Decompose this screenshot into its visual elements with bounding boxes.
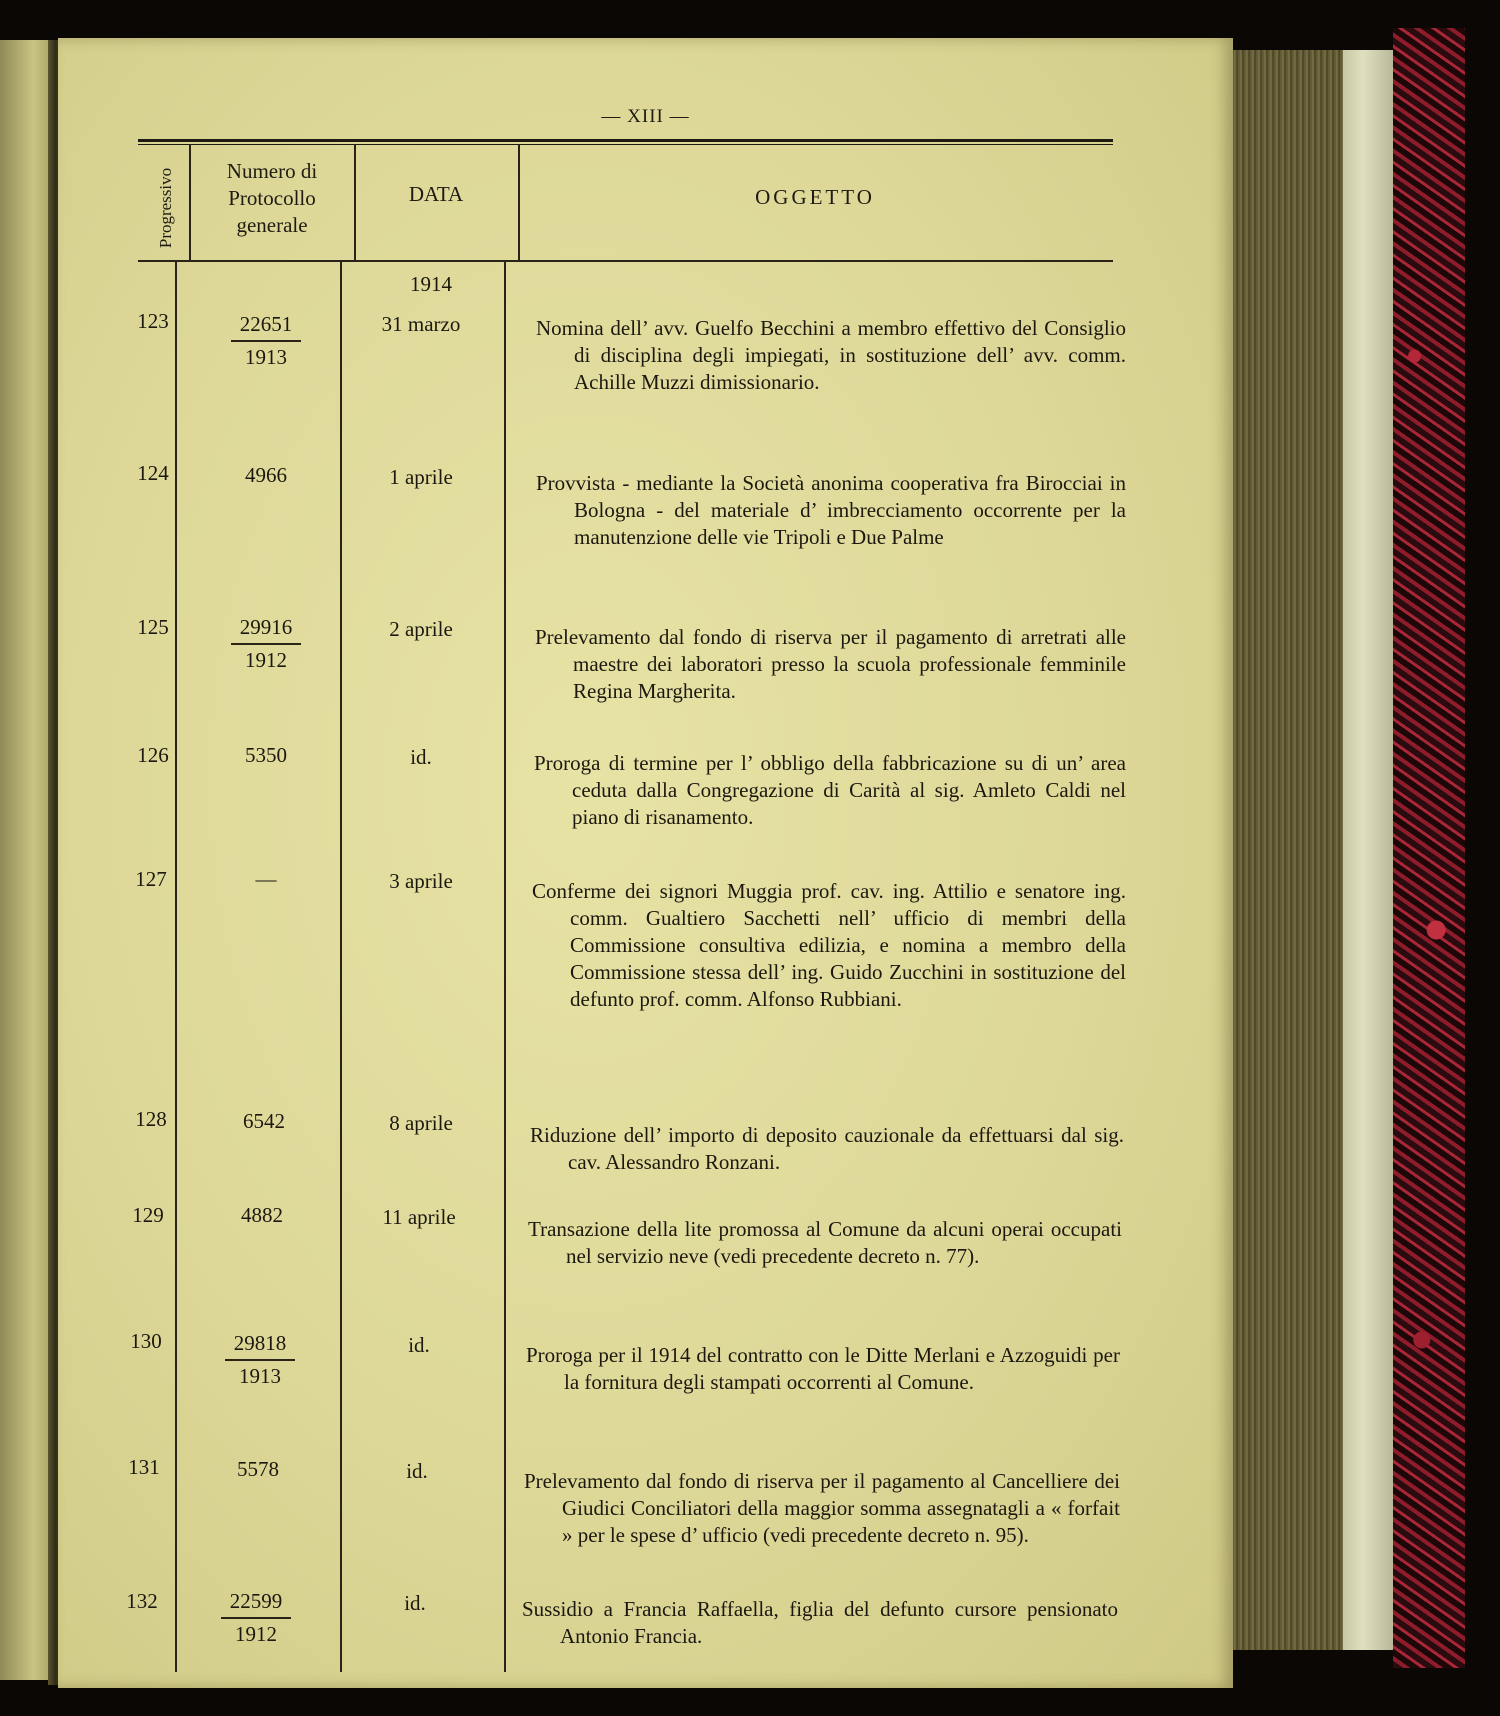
row-oggetto: Conferme dei signori Muggia prof. cav. ing. Attilio e senatore ing. comm. Gualtiero Sacchetti nell’ ufficio di membri della Commissione consultiva edilizia, e nomina a membro della Commissione stessa dell’ ing. Guido Zucchini in sostituzione del defunto prof. comm. Alfonso Rubbiani. xyxy=(532,879,1126,1011)
table-header-rule xyxy=(138,260,1113,262)
row-oggetto: Provvista - mediante la Società anonima cooperativa fra Birocciai in Bologna - del materiale d’ imbrecciamento occorrente per la manutenzione delle vie Tripoli e Due Palme xyxy=(536,471,1126,549)
row-data: id. xyxy=(404,1591,426,1615)
row-protocollo: 5578 xyxy=(237,1457,279,1481)
row-data: 11 aprile xyxy=(382,1205,456,1229)
book-cover xyxy=(1393,28,1465,1668)
row-oggetto: Prelevamento dal fondo di riserva per il pagamento di arretrati alle maestre dei laboratori presso la scuola professionale femminile Regina Margherita. xyxy=(535,625,1126,703)
row-protocollo: 29916 1912 xyxy=(216,614,316,674)
row-prog: 124 xyxy=(137,461,169,485)
header-progressivo: Progressivo xyxy=(156,167,175,249)
row-prog: 126 xyxy=(137,743,169,767)
header-oggetto: OGGETTO xyxy=(755,185,875,209)
page-block-edge-light xyxy=(1343,50,1393,1650)
row-prog: 123 xyxy=(137,309,169,333)
row-protocollo: — xyxy=(255,867,277,891)
document-page xyxy=(58,38,1233,1688)
row-prog: 125 xyxy=(137,615,169,639)
row-data: 1 aprile xyxy=(389,465,453,489)
header-protocollo: Numero di Protocollo generale xyxy=(226,159,318,237)
row-prog: 127 xyxy=(135,867,167,891)
row-prog: 130 xyxy=(130,1329,162,1353)
col-divider-header-1 xyxy=(189,144,191,261)
row-data: id. xyxy=(408,1333,430,1357)
row-data: 31 marzo xyxy=(381,312,461,336)
row-prog: 132 xyxy=(126,1589,158,1613)
row-oggetto: Nomina dell’ avv. Guelfo Becchini a membro effettivo del Consiglio di disciplina degli impiegati, in sostituzione dell’ avv. comm. Achille Muzzi dimissionario. xyxy=(536,316,1126,394)
year-label: 1914 xyxy=(410,272,452,296)
row-protocollo: 22599 1912 xyxy=(206,1588,306,1648)
header-data: DATA xyxy=(408,182,464,206)
col-divider-3 xyxy=(504,262,506,1672)
row-oggetto: Proroga per il 1914 del contratto con le Ditte Merlani e Azzoguidi per la fornitura degli stampati occorrenti al Comune. xyxy=(526,1343,1120,1394)
row-protocollo: 29818 1913 xyxy=(210,1330,310,1390)
row-oggetto: Proroga di termine per l’ obbligo della fabbricazione su di un’ area ceduta dalla Congregazione di Carità al sig. Amleto Caldi nel piano di risanamento. xyxy=(534,751,1126,829)
row-data: id. xyxy=(406,1459,428,1483)
row-prog: 131 xyxy=(128,1455,160,1479)
row-oggetto: Prelevamento dal fondo di riserva per il pagamento al Cancelliere dei Giudici Conciliatori della maggior somma assegnatagli a « forfait » per le spese d’ ufficio (vedi precedente decreto n. 95). xyxy=(524,1469,1120,1547)
page-block-edge xyxy=(1233,50,1343,1650)
row-protocollo: 22651 1913 xyxy=(216,311,316,371)
table-top-rule xyxy=(138,139,1113,142)
table-top-rule-thin xyxy=(138,144,1113,145)
row-protocollo: 4882 xyxy=(241,1203,283,1227)
row-protocollo: 5350 xyxy=(245,743,287,767)
row-protocollo: 4966 xyxy=(245,463,287,487)
row-data: 3 aprile xyxy=(389,869,453,893)
row-protocollo: 6542 xyxy=(243,1109,285,1133)
row-oggetto: Transazione della lite promossa al Comune da alcuni operai occupati nel servizio neve (vedi precedente decreto n. 77). xyxy=(528,1217,1122,1268)
row-oggetto: Riduzione dell’ importo di deposito cauzionale da effettuarsi dal sig. cav. Alessandro Ronzani. xyxy=(530,1123,1124,1174)
row-prog: 129 xyxy=(132,1203,164,1227)
row-oggetto: Sussidio a Francia Raffaella, figlia del defunto cursore pensionato Antonio Francia. xyxy=(522,1597,1118,1648)
row-prog: 128 xyxy=(135,1107,167,1131)
page-number: — XIII — xyxy=(601,106,690,127)
row-data: id. xyxy=(410,745,432,769)
row-data: 2 aprile xyxy=(389,617,453,641)
row-data: 8 aprile xyxy=(389,1111,453,1135)
